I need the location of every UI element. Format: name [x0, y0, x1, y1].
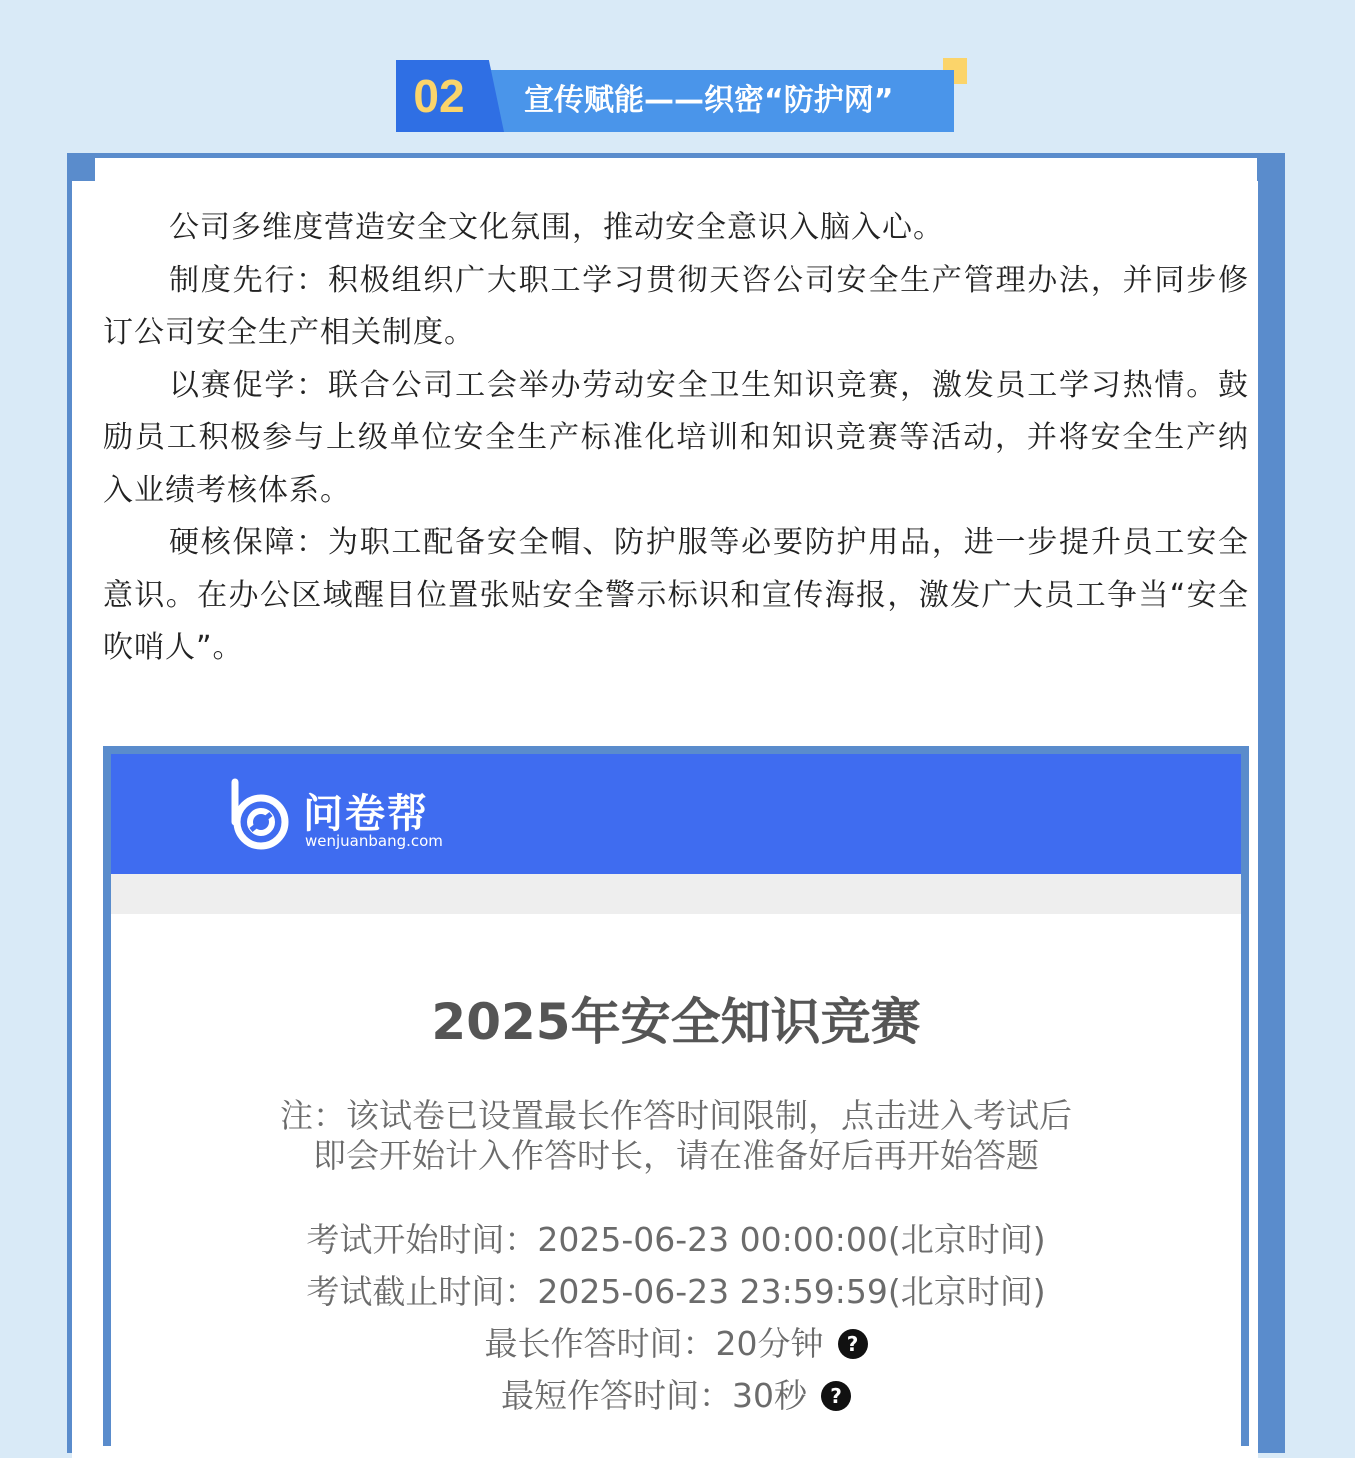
- paragraph-system: 制度先行：积极组织广大职工学习贯彻天咨公司安全生产管理办法，并同步修订公司安全生产相关制度。: [103, 262, 1249, 350]
- paragraph-protection: 硬核保障：为职工配备安全帽、防护服等必要防护用品，进一步提升员工安全意识。在办公区域醒目位置张贴安全警示标识和宣传海报，激发广大员工争当“安全吹哨人”。: [103, 525, 1249, 665]
- section-title: 宣传赋能——织密“防护网”: [524, 83, 894, 118]
- quiz-title: 2025年安全知识竞赛: [431, 993, 921, 1051]
- end-time: 考试截止时间：2025-06-23 23:59:59(北京时间): [306, 1272, 1046, 1311]
- app-header: [111, 754, 1241, 874]
- max-time-row: [111, 1318, 1241, 1370]
- quiz-intro-panel: [111, 914, 1241, 1454]
- paragraph-competition: 以赛促学：联合公司工会举办劳动安全卫生知识竞赛，激发员工学习热情。鼓励员工积极参与上级单位安全生产标准化培训和知识竞赛等活动，并将安全生产纳入业绩考核体系。: [103, 367, 1249, 508]
- section-header: [396, 58, 972, 134]
- quiz-note-line-1: 注：该试卷已设置最长作答时间限制，点击进入考试后: [280, 1096, 1072, 1135]
- card-corner-left: [72, 158, 95, 181]
- header-divider-strip: [111, 874, 1241, 918]
- quiz-info: [111, 1214, 1241, 1422]
- article-body: [103, 202, 1249, 675]
- quiz-note: [251, 1096, 1101, 1176]
- paragraph-intro: 公司多维度营造安全文化氛围，推动安全意识入脑入心。: [169, 210, 944, 245]
- max-time: 最长作答时间：20分钟: [484, 1324, 824, 1363]
- min-time: 最短作答时间：30秒: [501, 1376, 807, 1415]
- quiz-note-line-2: 即会开始计入作答时长，请在准备好后再开始答题: [313, 1136, 1039, 1175]
- wenjuanbang-logo-icon: [227, 778, 291, 850]
- card-corner-right: [1257, 158, 1280, 181]
- brand-url: wenjuanbang.com: [305, 832, 443, 850]
- section-number: 02: [413, 70, 465, 122]
- start-time: 考试开始时间：2025-06-23 00:00:00(北京时间): [306, 1220, 1046, 1259]
- help-icon[interactable]: ?: [838, 1329, 868, 1359]
- min-time-row: [111, 1370, 1241, 1422]
- embedded-screenshot: [103, 746, 1249, 1446]
- help-icon[interactable]: ?: [821, 1381, 851, 1411]
- brand-name: 问卷帮: [303, 791, 429, 837]
- screenshot-content: [111, 754, 1241, 1454]
